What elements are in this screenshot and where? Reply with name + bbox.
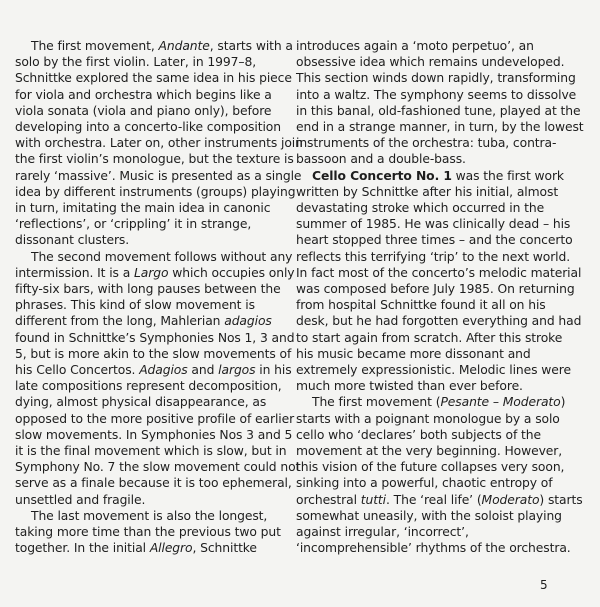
text-line [296, 249, 571, 265]
text-run: reflects this terrifying ‘trip’ to the next world. [296, 249, 571, 264]
text-line [296, 394, 566, 410]
text-run: movement at the very beginning. However, [296, 444, 563, 459]
text-line [15, 38, 293, 54]
text-run: different from the long, Mahlerian [15, 314, 225, 329]
text-line [296, 200, 562, 216]
text-line [15, 216, 277, 232]
italic-text: Pesante – Moderato [440, 395, 561, 410]
italic-text: Andante [158, 39, 210, 53]
page-number: 5 [540, 578, 548, 592]
text-run: found in Schnittke’s Symphonies Nos 1, 3 and [15, 330, 295, 345]
text-run: . The ‘real life’ ( [386, 492, 482, 507]
text-line [296, 168, 562, 184]
text-run: Schnittke explored the same idea in his piece [15, 71, 292, 86]
text-line [15, 508, 277, 524]
text-line [15, 265, 295, 281]
italic-text: tutti [360, 492, 387, 507]
text-line [296, 103, 581, 119]
italic-text: Largo [134, 265, 169, 280]
text-run: sinking into a powerful, chaotic entropy of [296, 476, 553, 491]
text-line [296, 38, 562, 54]
text-run: together. In the initial [15, 541, 150, 556]
text-run: extremely expressionistic. Melodic lines were [296, 363, 571, 378]
text-line [296, 524, 562, 540]
text-run: taking more time than the previous two put [15, 525, 281, 540]
text-run: much more twisted than ever before. [296, 379, 523, 394]
text-run: to start again from scratch. After this stroke [296, 330, 563, 345]
text-run: idea by different instruments (groups) playing [15, 184, 296, 199]
text-run: with orchestra. Later on, other instruments join [15, 136, 303, 151]
text-line [296, 540, 571, 556]
text-line [296, 184, 562, 200]
text-run: in turn, imitating the main idea in canonic [15, 201, 271, 216]
text-run: starts with a poignant monologue by a solo [296, 411, 560, 426]
text-run: ‘incomprehensible’ rhythms of the orchestra. [296, 541, 571, 556]
text-line [15, 281, 281, 297]
text-line [296, 265, 582, 281]
text-run: late compositions represent decomposition, [15, 379, 282, 394]
text-run: intermission. It is a [15, 265, 134, 280]
text-run: from hospital Schnittke found it all on his [296, 298, 546, 313]
text-run: ) starts [539, 492, 583, 507]
text-line [15, 249, 293, 265]
text-run: this vision of the future collapses very soon, [296, 460, 565, 475]
text-run: introduces again a ‘moto perpetuo’, an [296, 39, 534, 53]
text-run: phrases. This kind of slow movement is [15, 298, 255, 313]
text-line [15, 184, 296, 200]
text-line [15, 135, 303, 151]
text-line [15, 492, 277, 508]
text-line [296, 216, 571, 232]
text-run: in his [255, 363, 292, 378]
text-run: devastating stroke which occurred in the [296, 201, 545, 216]
text-run: , starts with a [209, 39, 293, 53]
text-line [15, 70, 292, 86]
text-run: viola sonata (viola and piano only), before [15, 103, 272, 118]
text-line [15, 297, 277, 313]
text-line [15, 411, 295, 427]
text-line [296, 443, 562, 459]
text-line [296, 119, 584, 135]
text-run: against irregular, ‘incorrect’, [296, 525, 469, 540]
text-line [296, 427, 562, 443]
text-line [15, 394, 277, 410]
text-run: the first violin’s monologue, but the texture is [15, 152, 294, 167]
text-line [15, 459, 301, 475]
text-run: heart stopped three times – and the concerto [296, 233, 573, 248]
text-run: desk, but he had forgotten everything and had [296, 314, 582, 329]
italic-text: adagios [224, 314, 272, 329]
text-run: serve as a finale because it is too ephemeral, [15, 476, 292, 491]
text-run: bassoon and a double-bass. [296, 152, 466, 167]
text-run: The second movement follows without any [31, 249, 293, 264]
text-line [296, 297, 562, 313]
text-line [15, 540, 277, 556]
left-column [15, 38, 303, 557]
text-run: somewhat uneasily, with the soloist playing [296, 508, 562, 523]
text-run: In fact most of the concerto’s melodic material [296, 265, 582, 280]
text-line [15, 362, 292, 378]
text-run: summer of 1985. He was clinically dead – his [296, 217, 571, 232]
text-line [296, 362, 571, 378]
text-run: The first movement ( [312, 395, 441, 410]
text-run: and [187, 363, 219, 378]
text-run: in this banal, old-fashioned tune, played at the [296, 103, 581, 118]
text-line [15, 151, 294, 167]
text-run: was composed before July 1985. On returning [296, 282, 575, 297]
text-line [296, 232, 573, 248]
text-line [296, 492, 583, 508]
text-line [15, 103, 277, 119]
text-run: slow movements. In Symphonies Nos 3 and 5 [15, 427, 293, 442]
text-run: solo by the first violin. Later, in 1997–8, [15, 55, 257, 70]
text-line [15, 87, 277, 103]
text-line [15, 346, 292, 362]
text-line [15, 443, 287, 459]
text-run: it is the final movement which is slow, but in [15, 444, 287, 459]
text-run: ) [560, 395, 566, 410]
text-run: cello who ‘declares’ both subjects of the [296, 427, 541, 442]
text-line [296, 346, 562, 362]
text-run: for viola and orchestra which begins like a [15, 87, 272, 102]
text-line [296, 508, 562, 524]
text-line [296, 411, 562, 427]
text-run: , Schnittke [192, 541, 257, 556]
text-run: The first movement, [31, 39, 159, 53]
text-line [15, 475, 292, 491]
text-line [15, 330, 295, 346]
text-run: end in a strange manner, in turn, by the lowest [296, 120, 584, 135]
text-run: dissonant clusters. [15, 233, 130, 248]
text-run: his music became more dissonant and [296, 346, 531, 361]
text-run: dying, almost physical disappearance, as [15, 395, 267, 410]
bold-text: Cello Concerto No. 1 [312, 168, 452, 183]
text-run: which occupies only [168, 265, 295, 280]
right-column [296, 38, 584, 557]
text-run: ‘reflections’, or ‘crippling’ it in strange, [15, 217, 252, 232]
text-line [296, 151, 562, 167]
text-line [15, 427, 293, 443]
text-run: orchestral [296, 492, 361, 507]
text-run: instruments of the orchestra: tuba, contra- [296, 136, 557, 151]
italic-text: Moderato [481, 492, 540, 507]
text-run: The last movement is also the longest, [31, 508, 268, 523]
text-run: This section winds down rapidly, transforming [296, 71, 576, 86]
text-run: 5, but is more akin to the slow movements of [15, 346, 292, 361]
text-run: Symphony No. 7 the slow movement could not [15, 460, 301, 475]
italic-text: largos [218, 363, 256, 378]
text-run: obsessive idea which remains undeveloped. [296, 55, 565, 70]
text-line [296, 54, 565, 70]
text-line [296, 475, 562, 491]
text-line [15, 378, 282, 394]
text-run: written by Schnittke after his initial, almost [296, 184, 559, 199]
text-line [296, 70, 576, 86]
text-line [15, 168, 302, 184]
text-line [296, 459, 565, 475]
text-line [15, 54, 277, 70]
text-line [296, 281, 575, 297]
text-line [296, 330, 562, 346]
text-run: rarely ‘massive’. Music is presented as a single [15, 168, 302, 183]
text-run: developing into a concerto-like composition [15, 120, 281, 135]
text-run: was the first work [451, 168, 564, 183]
text-line [296, 313, 582, 329]
text-run: into a waltz. The symphony seems to dissolve [296, 87, 577, 102]
text-run: unsettled and fragile. [15, 492, 146, 507]
text-line [296, 87, 577, 103]
text-run: fifty-six bars, with long pauses between the [15, 282, 281, 297]
text-line [15, 524, 281, 540]
text-run: opposed to the more positive profile of earlier [15, 411, 295, 426]
text-line [15, 200, 277, 216]
italic-text: Adagios [139, 363, 188, 378]
text-line [296, 378, 562, 394]
text-run: his Cello Concertos. [15, 363, 140, 378]
italic-text: Allegro [149, 541, 193, 556]
text-line [296, 135, 562, 151]
text-line [15, 313, 277, 329]
text-line [15, 232, 277, 248]
text-line [15, 119, 281, 135]
